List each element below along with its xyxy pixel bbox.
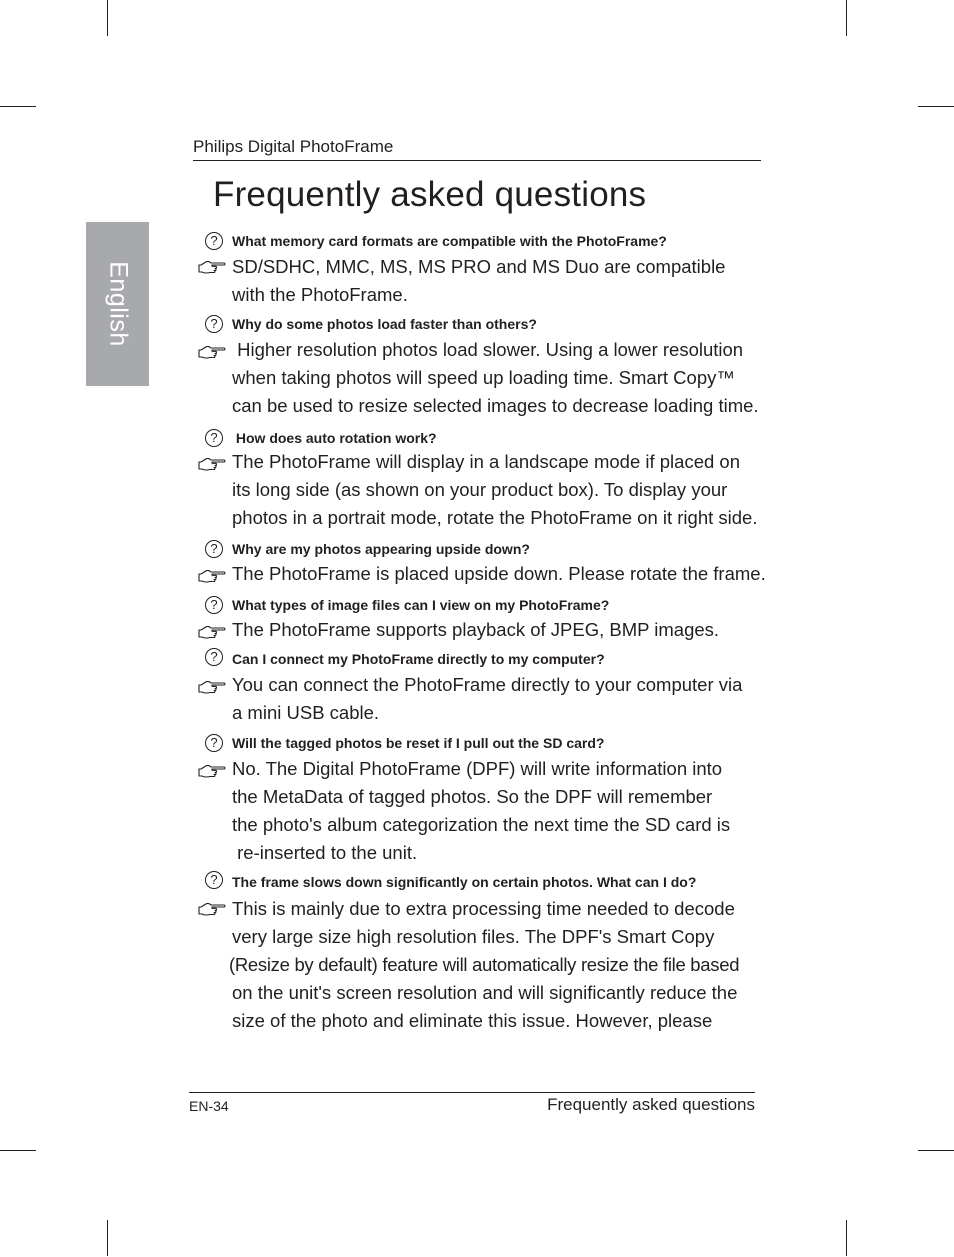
faq-answer xyxy=(229,895,792,1035)
faq-question-text: How does auto rotation work? xyxy=(232,430,437,446)
pointing-hand-icon xyxy=(198,345,226,359)
footer-divider xyxy=(189,1092,755,1093)
language-tab xyxy=(86,222,149,386)
crop-mark xyxy=(0,1150,36,1151)
answer-line: a mini USB cable. xyxy=(232,702,380,723)
crop-mark xyxy=(0,106,36,107)
answer-line: with the PhotoFrame. xyxy=(232,284,408,305)
answer-line: when taking photos will speed up loading time. Smart Copy™ xyxy=(232,367,735,388)
faq-question-text: What types of image files can I view on my PhotoFrame? xyxy=(232,597,610,613)
answer-line: on the unit's screen resolution and will significantly reduce the xyxy=(232,982,738,1003)
pointing-hand-icon xyxy=(198,680,226,694)
question-circle-icon: ? xyxy=(205,596,223,614)
running-header: Philips Digital PhotoFrame xyxy=(193,137,394,156)
crop-mark xyxy=(918,1150,954,1151)
answer-line: its long side (as shown on your product box). To display your xyxy=(232,479,728,500)
faq-question-text: Can I connect my PhotoFrame directly to my computer? xyxy=(232,651,605,667)
faq-question-text: What memory card formats are compatible with the PhotoFrame? xyxy=(232,233,667,249)
answer-line: the MetaData of tagged photos. So the DPF will remember xyxy=(232,786,713,807)
answer-line: SD/SDHC, MMC, MS, MS PRO and MS Duo are compatible xyxy=(232,256,726,277)
faq-question-text: The frame slows down significantly on certain photos. What can I do? xyxy=(232,874,697,890)
faq-question-text: Why are my photos appearing upside down? xyxy=(232,541,530,557)
pointing-hand-icon xyxy=(198,457,226,471)
faq-question-text: Will the tagged photos be reset if I pull out the SD card? xyxy=(232,735,605,751)
faq-answer xyxy=(232,755,792,867)
faq-question xyxy=(205,540,530,558)
answer-line: You can connect the PhotoFrame directly to your computer via xyxy=(232,674,743,695)
answer-line: size of the photo and eliminate this issue. However, please xyxy=(232,1010,713,1031)
crop-mark xyxy=(107,1220,108,1256)
faq-question xyxy=(205,429,437,447)
answer-line: (Resize by default) feature will automatically resize the file based xyxy=(229,954,740,975)
question-circle-icon: ? xyxy=(205,315,223,333)
crop-mark xyxy=(846,0,847,36)
crop-mark xyxy=(918,106,954,107)
answer-line: re-inserted to the unit. xyxy=(232,842,418,863)
faq-question xyxy=(205,648,605,667)
header-divider xyxy=(193,160,761,161)
faq-answer xyxy=(232,253,792,309)
pointing-hand-icon xyxy=(198,260,226,274)
answer-line: The PhotoFrame will display in a landscape mode if placed on xyxy=(232,451,741,472)
faq-answer xyxy=(232,616,792,644)
answer-line: Higher resolution photos load slower. Using a lower resolution xyxy=(232,339,744,360)
answer-line: the photo's album categorization the next time the SD card is xyxy=(232,814,731,835)
question-circle-icon: ? xyxy=(205,429,223,447)
faq-question xyxy=(205,315,537,333)
faq-question-text: Why do some photos load faster than others? xyxy=(232,316,537,332)
faq-question xyxy=(205,734,605,752)
answer-line: photos in a portrait mode, rotate the PhotoFrame on it right side. xyxy=(232,507,758,528)
answer-line: No. The Digital PhotoFrame (DPF) will write information into xyxy=(232,758,723,779)
pointing-hand-icon xyxy=(198,569,226,583)
language-tab-label: English xyxy=(104,261,132,347)
footer-section-title: Frequently asked questions xyxy=(547,1095,755,1114)
answer-line: very large size high resolution files. The DPF's Smart Copy xyxy=(232,926,715,947)
answer-line: The PhotoFrame is placed upside down. Please rotate the frame. xyxy=(232,563,766,584)
question-circle-icon: ? xyxy=(205,648,223,666)
question-circle-icon: ? xyxy=(205,734,223,752)
answer-line: can be used to resize selected images to decrease loading time. xyxy=(232,395,759,416)
faq-answer xyxy=(232,671,792,727)
crop-mark xyxy=(846,1220,847,1256)
question-circle-icon: ? xyxy=(205,232,223,250)
pointing-hand-icon xyxy=(198,902,226,916)
crop-mark xyxy=(107,0,108,36)
answer-line: The PhotoFrame supports playback of JPEG, BMP images. xyxy=(232,619,720,640)
page-number: EN-34 xyxy=(189,1098,229,1114)
question-circle-icon: ? xyxy=(205,871,223,889)
faq-answer xyxy=(232,336,792,420)
pointing-hand-icon xyxy=(198,764,226,778)
faq-answer xyxy=(232,560,792,588)
faq-answer xyxy=(232,448,792,532)
page-title: Frequently asked questions xyxy=(213,175,647,214)
question-circle-icon: ? xyxy=(205,540,223,558)
pointing-hand-icon xyxy=(198,625,226,639)
faq-question xyxy=(205,232,667,250)
answer-line: This is mainly due to extra processing time needed to decode xyxy=(232,898,735,919)
faq-question xyxy=(205,596,610,614)
faq-question xyxy=(205,871,697,890)
